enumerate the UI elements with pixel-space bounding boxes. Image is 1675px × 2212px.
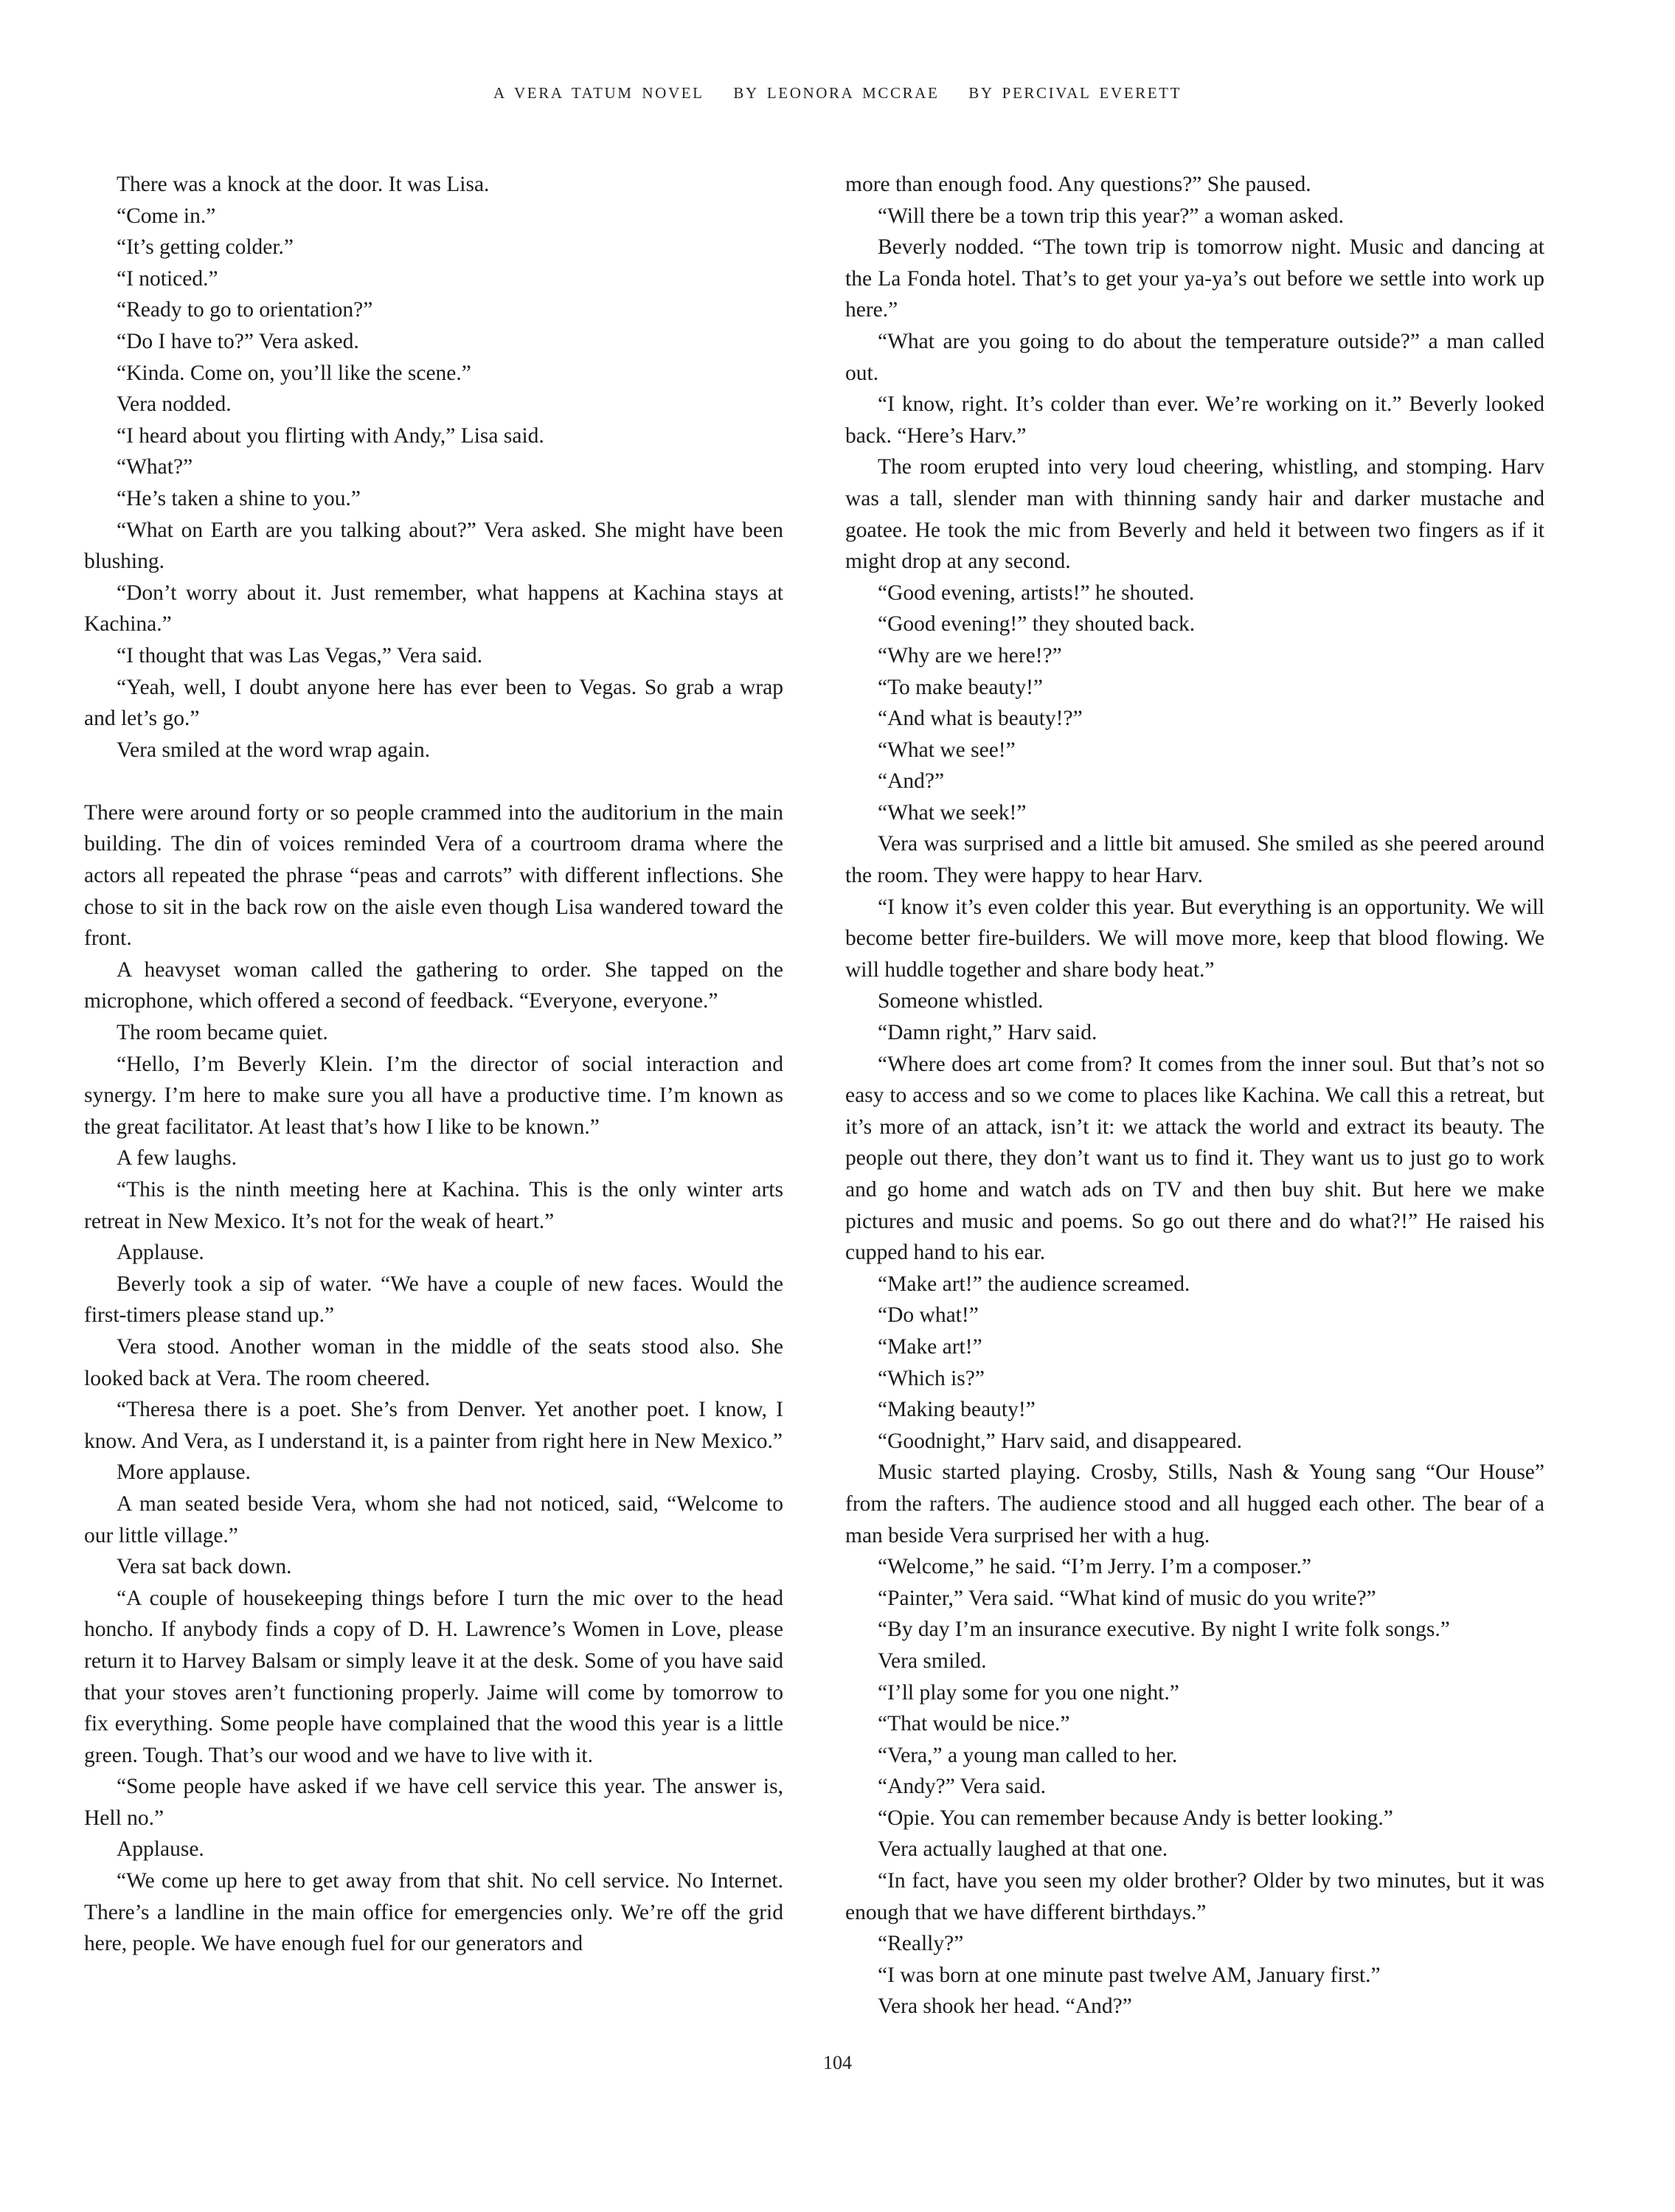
paragraph: “We come up here to get away from that shit. No cell service. No Internet. There’s a landline in the main office for emergencies only. We’re off the grid here, people. We have enough fuel for our generators and: [84, 1869, 783, 1956]
paragraph: Music started playing. Crosby, Stills, Nash & Young sang “Our House” from the rafters. The audience stood and all hugged each other. The bear of a man beside Vera surprised her with a hug.: [845, 1460, 1544, 1547]
paragraph: “Hello, I’m Beverly Klein. I’m the director of social interaction and synergy. I’m here to make sure you all have a productive time. I’m known as the great facilitator. At least that’s how I like to be known.”: [84, 1052, 783, 1139]
paragraph: “Which is?”: [878, 1366, 985, 1390]
paragraph: “Goodnight,” Harv said, and disappeared.: [878, 1429, 1242, 1453]
paragraph: “Andy?” Vera said.: [878, 1775, 1046, 1799]
paragraph: There was a knock at the door. It was Lisa.: [117, 173, 490, 196]
paragraph: Vera was surprised and a little bit amused. She smiled as she peered around the room. They were happy to hear Harv.: [845, 832, 1544, 888]
paragraph: “Why are we here!?”: [878, 643, 1062, 668]
paragraph: A few laughs.: [117, 1146, 237, 1171]
paragraph: “Don’t worry about it. Just remember, what happens at Kachina stays at Kachina.”: [84, 580, 783, 637]
paragraph: “To make beauty!”: [878, 675, 1043, 699]
page-number: 104: [823, 2052, 852, 2073]
paragraph: “What?”: [117, 455, 193, 479]
paragraph: “Theresa there is a poet. She’s from Denver. Yet another poet. I know, I know. And Vera, as I understand it, is a painter from right here in New Mexico.”: [84, 1398, 783, 1453]
paragraph: Beverly nodded. “The town trip is tomorrow night. Music and dancing at the La Fonda hotel. That’s to get your ya-ya’s out before we settle into work up here.”: [845, 235, 1544, 322]
paragraph: “I’ll play some for you one night.”: [878, 1680, 1179, 1705]
paragraph: “Do what!”: [878, 1303, 979, 1328]
paragraph: “Make art!”: [878, 1334, 982, 1359]
paragraph: “Do I have to?” Vera asked.: [117, 329, 359, 353]
paragraph: More applause.: [117, 1460, 251, 1485]
paragraph: A heavyset woman called the gathering to order. She tapped on the microphone, which offered a second of feedback. “Everyone, everyone.”: [84, 957, 783, 1013]
paragraph: Vera shook her head. “And?”: [878, 1994, 1132, 2019]
paragraph: “Welcome,” he said. “I’m Jerry. I’m a composer.”: [878, 1555, 1311, 1579]
paragraph: “Good evening!” they shouted back.: [878, 612, 1196, 637]
paragraph: “I heard about you flirting with Andy,” Lisa said.: [117, 423, 544, 448]
paragraph: “A couple of housekeeping things before I turn the mic over to the head honcho. If anybody finds a copy of D. H. Lawrence’s Women in Love, please return it to Harvey Balsam or simply leave it at the desk. Some of you have said that your stoves aren’t functioning properly. Jaime will come by tomorrow to fix everything. Some people have complained that the wood this year is a little green. Tough. That’s our wood and we have to live with it.: [84, 1586, 783, 1767]
paragraph: Beverly took a sip of water. “We have a couple of new faces. Would the first-timers please stand up.”: [84, 1272, 783, 1328]
paragraph: Applause.: [117, 1837, 204, 1862]
right-column: [845, 169, 1544, 2022]
paragraph: Vera sat back down.: [117, 1555, 292, 1579]
paragraph: “Come in.”: [117, 204, 216, 228]
paragraph: “And?”: [878, 769, 945, 794]
paragraph: Vera nodded.: [117, 392, 232, 417]
paragraph: “Good evening, artists!” he shouted.: [878, 580, 1195, 605]
running-head-author: BY LEONORA MCCRAE: [733, 84, 940, 102]
paragraph: Someone whistled.: [878, 989, 1044, 1013]
paragraph: “He’s taken a shine to you.”: [117, 486, 361, 510]
paragraph: “In fact, have you seen my older brother? Older by two minutes, but it was enough that we have different birthdays.”: [845, 1869, 1544, 1924]
paragraph: “What we see!”: [878, 738, 1016, 762]
paragraph: Vera smiled.: [878, 1648, 987, 1673]
paragraph: Vera smiled at the word wrap again.: [117, 738, 431, 762]
paragraph: Vera actually laughed at that one.: [878, 1837, 1168, 1862]
paragraph: The room erupted into very loud cheering, whistling, and stomping. Harv was a tall, slender man with thinning sandy hair and darker mustache and goatee. He took the mic from Beverly and held it between two fingers as if it might drop at any second.: [845, 455, 1544, 574]
paragraph: “It’s getting colder.”: [117, 235, 294, 260]
left-column: [84, 169, 783, 1960]
paragraph: “Making beauty!”: [878, 1398, 1036, 1422]
paragraph: “What are you going to do about the temperature outside?” a man called out.: [845, 329, 1544, 385]
paragraph: “This is the ninth meeting here at Kachina. This is the only winter arts retreat in New Mexico. It’s not for the weak of heart.”: [84, 1178, 783, 1233]
paragraph: Applause.: [117, 1241, 204, 1265]
paragraph: Vera stood. Another woman in the middle of the seats stood also. She looked back at Vera. The room cheered.: [84, 1334, 783, 1390]
running-head-author-2: BY PERCIVAL EVERETT: [968, 84, 1182, 102]
paragraph: “Make art!” the audience screamed.: [878, 1272, 1190, 1296]
continued-paragraph: more than enough food. Any questions?” She paused.: [845, 173, 1311, 196]
paragraph: “And what is beauty!?”: [878, 707, 1083, 731]
paragraph: “Damn right,” Harv said.: [878, 1021, 1097, 1045]
paragraph: “Painter,” Vera said. “What kind of music do you write?”: [878, 1586, 1376, 1610]
paragraph: “I noticed.”: [117, 266, 218, 291]
running-head-series: A VERA TATUM NOVEL: [493, 84, 704, 102]
paragraph: “I know, right. It’s colder than ever. We’re working on it.” Beverly looked back. “Here’s Harv.”: [845, 392, 1544, 448]
running-head: [0, 84, 1675, 103]
paragraph: “What we seek!”: [878, 800, 1027, 825]
paragraph: “By day I’m an insurance executive. By night I write folk songs.”: [878, 1618, 1450, 1642]
paragraph: A man seated beside Vera, whom she had not noticed, said, “Welcome to our little village.”: [84, 1491, 783, 1547]
paragraph: “Where does art come from? It comes from the inner soul. But that’s not so easy to access and so we come to places like Kachina. We call this a retreat, but it’s more of an attack, isn’t it: we attack the world and extract its beauty. The people out there, they don’t want us to find it. They want us to just go to work and go home and watch ads on TV and then buy shit. But here we make pictures and music and poems. So go out there and do what?!” He raised his cupped hand to his ear.: [845, 1052, 1544, 1265]
paragraph: “Really?”: [878, 1932, 964, 1956]
paragraph: “I know it’s even colder this year. But everything is an opportunity. We will become better fire-builders. We will move more, keep that blood flowing. We will huddle together and share body heat.”: [845, 895, 1544, 982]
paragraph: “Opie. You can remember because Andy is better looking.”: [878, 1806, 1393, 1830]
paragraph: “Kinda. Come on, you’ll like the scene.”: [117, 361, 471, 385]
paragraph: “Will there be a town trip this year?” a woman asked.: [878, 204, 1345, 228]
paragraph: “I was born at one minute past twelve AM, January first.”: [878, 1963, 1381, 1987]
paragraph: The room became quiet.: [117, 1021, 328, 1045]
paragraph: “Ready to go to orientation?”: [117, 298, 373, 322]
paragraph: “That would be nice.”: [878, 1712, 1070, 1736]
section-first-paragraph: There were around forty or so people crammed into the auditorium in the main building. The din of voices reminded Vera of a courtroom drama where the actors all repeated the phrase “peas and carrots” with different inflections. She chose to sit in the back row on the aisle even though Lisa wandered toward the front.: [84, 800, 783, 951]
paragraph: “Yeah, well, I doubt anyone here has ever been to Vegas. So grab a wrap and let’s go.”: [84, 675, 783, 731]
paragraph: “What on Earth are you talking about?” Vera asked. She might have been blushing.: [84, 518, 783, 574]
paragraph: “Some people have asked if we have cell service this year. The answer is, Hell no.”: [84, 1775, 783, 1830]
paragraph: “I thought that was Las Vegas,” Vera said.: [117, 643, 483, 668]
paragraph: “Vera,” a young man called to her.: [878, 1743, 1178, 1767]
